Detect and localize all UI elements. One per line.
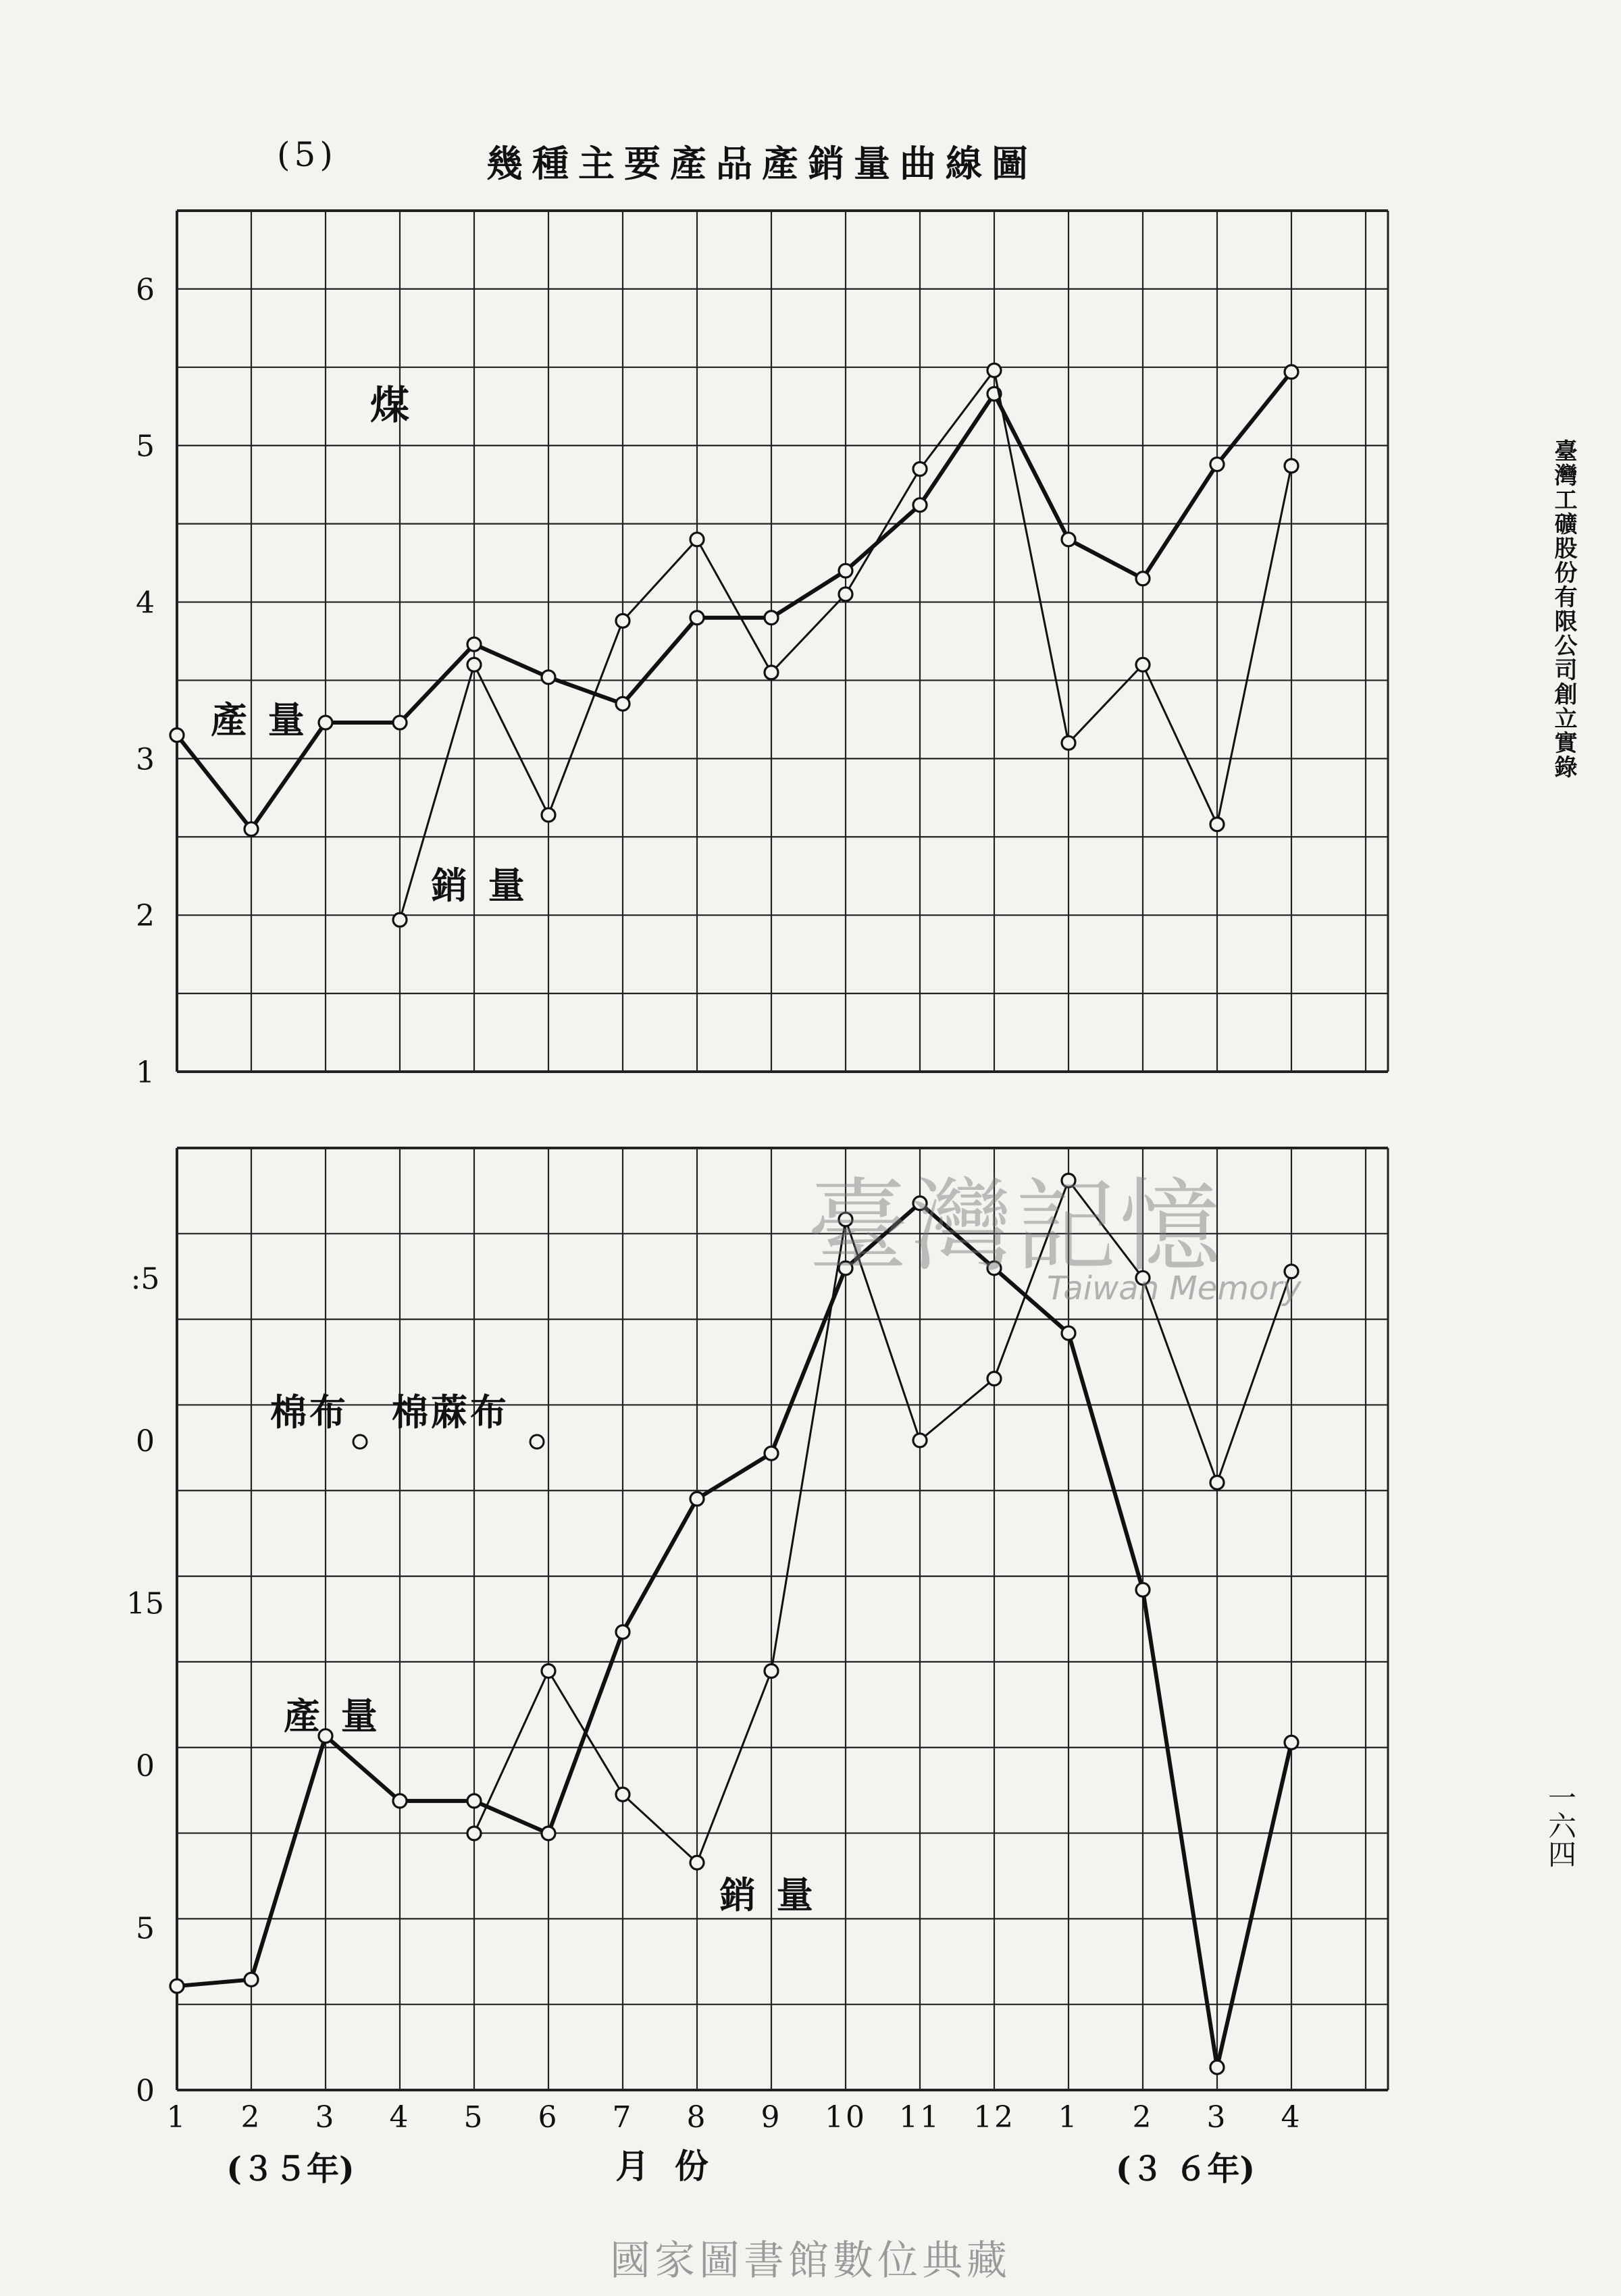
sales-point [765, 666, 778, 679]
production-point [170, 1979, 184, 1993]
production-point [1210, 2060, 1224, 2074]
panel-title-cotton-cloth: 棉布 [270, 1390, 349, 1434]
sales-point [1136, 658, 1150, 671]
production-point [1062, 533, 1075, 546]
x-tick-label: 2 [1132, 2100, 1154, 2135]
footer-collection: 國家圖書館數位典藏 [610, 2237, 1011, 2285]
y-tick-label: 3 [136, 742, 155, 777]
production-point [245, 1973, 258, 1986]
sales-point [913, 463, 927, 476]
series-label-production: 產 量 [211, 698, 309, 741]
x-tick-label: 1 [1058, 2100, 1079, 2135]
x-tick-label: 11 [899, 2100, 941, 2135]
year-label-36: (３ ６年) [1115, 2150, 1256, 2188]
production-point [1136, 1583, 1150, 1596]
production-point [170, 729, 184, 742]
x-tick-label: 12 [973, 2100, 1015, 2135]
x-tick-label: 3 [315, 2100, 336, 2135]
y-tick-label: 6 [136, 272, 155, 307]
sales-point [839, 588, 852, 601]
sales-point [1285, 459, 1298, 473]
production-point [765, 611, 778, 625]
production-point [467, 1794, 481, 1808]
x-tick-label: 2 [240, 2100, 262, 2135]
panel-title-cotton-linen-cloth: 棉蔴布 [392, 1390, 509, 1434]
production-line [177, 1203, 1291, 2068]
production-point [245, 823, 258, 836]
sales-point [542, 1664, 555, 1677]
watermark-english: Taiwan Memory [1047, 1270, 1302, 1307]
production-point [690, 1492, 704, 1506]
x-tick-label: 3 [1206, 2100, 1228, 2135]
production-point [1136, 572, 1150, 585]
y-tick-label: 5 [136, 429, 155, 464]
sales-point [467, 1827, 481, 1840]
sales-point [987, 1372, 1001, 1386]
production-point [542, 1827, 555, 1840]
x-tick-label: 8 [686, 2100, 708, 2135]
production-point [690, 611, 704, 625]
legend-marker-icon [353, 1435, 367, 1449]
x-tick-label: 6 [538, 2100, 559, 2135]
y-tick-label: 0 [136, 1424, 155, 1459]
x-tick-label: 4 [389, 2100, 411, 2135]
sales-point [467, 658, 481, 671]
x-tick-label: 4 [1281, 2100, 1302, 2135]
page-title: 幾種主要產品產銷量曲線圖 [486, 142, 1037, 185]
y-tick-label: 4 [136, 585, 155, 621]
sales-point [987, 363, 1001, 377]
production-point [393, 1794, 407, 1808]
production-point [913, 498, 927, 512]
series-label-sales: 銷 量 [719, 1873, 817, 1916]
sales-point [616, 614, 629, 627]
sales-point [1062, 736, 1075, 750]
legend-marker-icon [530, 1435, 544, 1449]
production-point [1285, 365, 1298, 379]
production-point [616, 697, 629, 710]
x-tick-label: 1 [166, 2100, 188, 2135]
production-point [467, 637, 481, 651]
y-tick-label: 1 [136, 1055, 155, 1090]
production-point [542, 671, 555, 684]
y-tick-label: 0 [136, 2074, 155, 2108]
y-tick-label: 2 [136, 899, 155, 934]
sales-point [616, 1788, 629, 1801]
production-point [319, 716, 332, 729]
production-point [393, 716, 407, 729]
y-tick-label: 15 [126, 1586, 164, 1621]
sales-point [913, 1434, 927, 1447]
production-point [616, 1625, 629, 1639]
production-point [839, 564, 852, 577]
production-line [177, 372, 1291, 829]
production-point [765, 1446, 778, 1460]
x-axis-label: 月 份 [615, 2146, 715, 2186]
sales-point [690, 1856, 704, 1869]
y-tick-label: 5 [136, 1911, 155, 1946]
figure-number: (5) [277, 135, 337, 174]
sales-point [393, 913, 407, 927]
x-tick-label: 7 [612, 2100, 634, 2135]
watermark-taiwan-memory: 臺灣記憶 [807, 1168, 1224, 1286]
x-tick-label: 9 [761, 2100, 782, 2135]
y-tick-label: :5 [130, 1261, 160, 1297]
production-point [1062, 1326, 1075, 1340]
sales-point [765, 1664, 778, 1677]
panel-title-coal: 煤 [370, 382, 414, 428]
sales-point [690, 533, 704, 546]
x-tick-label: 5 [463, 2100, 485, 2135]
sales-point [1210, 818, 1224, 831]
production-point [1285, 1736, 1298, 1749]
y-tick-label: 0 [136, 1748, 155, 1783]
book-title-vertical: 臺灣工礦股份有限公司創立實錄 [1550, 439, 1577, 779]
year-label-35: (３５年) [226, 2150, 355, 2188]
sales-point [542, 808, 555, 822]
x-tick-label: 10 [825, 2100, 867, 2135]
series-label-sales: 銷 量 [431, 864, 529, 907]
series-label-production: 產 量 [284, 1694, 382, 1738]
production-point [1210, 458, 1224, 471]
sales-point [1210, 1476, 1224, 1489]
page-number: 一六四 [1544, 1783, 1577, 1868]
